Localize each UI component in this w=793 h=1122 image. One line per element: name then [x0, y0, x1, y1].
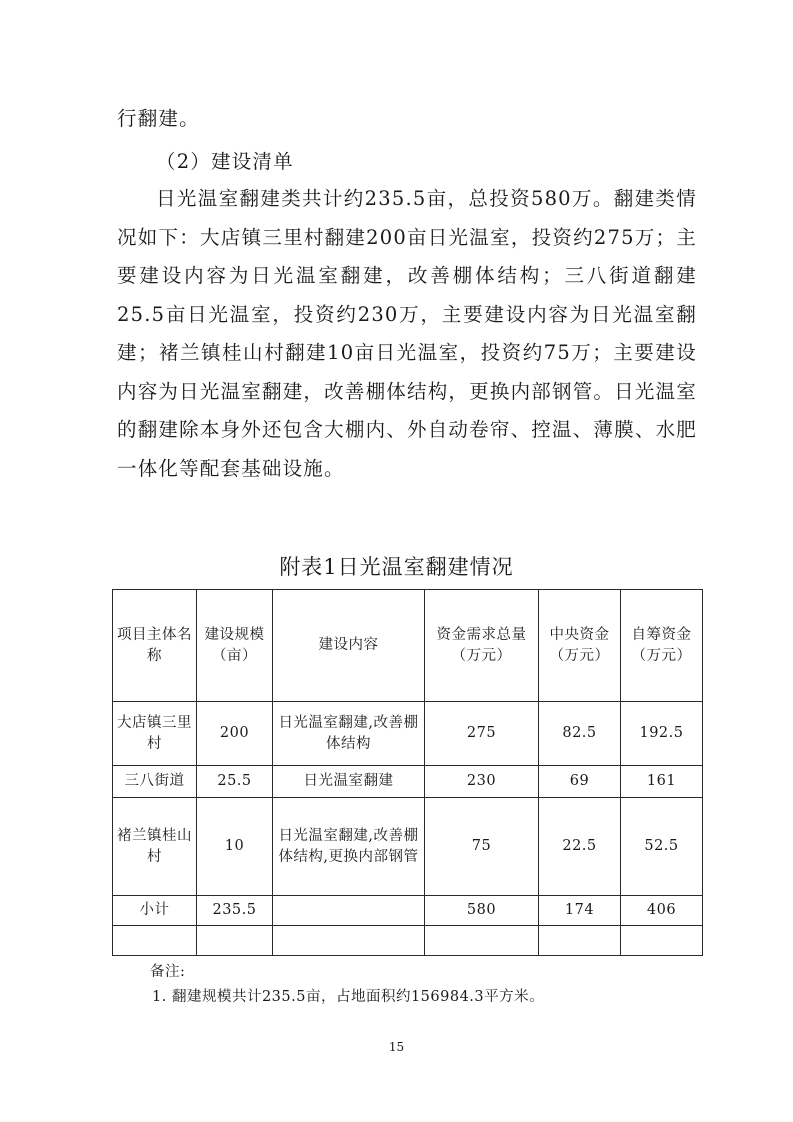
- table-header-row: [113, 590, 703, 702]
- cell-total-funds: 75: [425, 798, 539, 896]
- cell-central-funds: 82.5: [539, 702, 621, 766]
- header-content: 建设内容: [273, 590, 425, 702]
- cell-content: 日光温室翻建,改善棚体结构: [273, 702, 425, 766]
- header-central-funds: 中央资金（万元）: [539, 590, 621, 702]
- table-notes: [150, 960, 544, 1010]
- cell-self-funds: 52.5: [621, 798, 703, 896]
- cell-content: 日光温室翻建,改善棚体结构,更换内部钢管: [273, 798, 425, 896]
- cell-scale: 200: [197, 702, 273, 766]
- cell-subtotal-label: 小计: [113, 896, 197, 926]
- paragraph-continuation: 行翻建。: [117, 107, 200, 130]
- cell-scale: 10: [197, 798, 273, 896]
- cell-empty: [621, 926, 703, 956]
- cell-self-funds: 192.5: [621, 702, 703, 766]
- cell-central-funds: 69: [539, 766, 621, 798]
- cell-content: [273, 896, 425, 926]
- cell-total-funds: 230: [425, 766, 539, 798]
- cell-total-funds: 580: [425, 896, 539, 926]
- page-number: 15: [388, 1040, 405, 1054]
- cell-central-funds: 174: [539, 896, 621, 926]
- cell-empty: [539, 926, 621, 956]
- cell-content: 日光温室翻建: [273, 766, 425, 798]
- renovation-table: [112, 589, 703, 956]
- cell-self-funds: 161: [621, 766, 703, 798]
- cell-empty: [273, 926, 425, 956]
- cell-project-name: 三八街道: [113, 766, 197, 798]
- table-row: [113, 766, 703, 798]
- body-paragraph: 日光温室翻建类共计约235.5亩，总投资580万。翻建类情况如下：大店镇三里村翻建200亩日光温室，投资约275万；主要建设内容为日光温室翻建，改善棚体结构；三八街道翻建25.5亩日光温室，投资约230万，主要建设内容为日光温室翻建；褚兰镇桂山村翻建10亩日光温室，投资约75万；主要建设内容为日光温室翻建，改善棚体结构，更换内部钢管。日光温室的翻建除本身外还包含大棚内、外自动卷帘、控温、薄膜、水肥一体化等配套基础设施。: [117, 187, 697, 480]
- table-empty-row: [113, 926, 703, 956]
- cell-self-funds: 406: [621, 896, 703, 926]
- cell-central-funds: 22.5: [539, 798, 621, 896]
- cell-total-funds: 275: [425, 702, 539, 766]
- header-total-funds: 资金需求总量（万元）: [425, 590, 539, 702]
- cell-empty: [113, 926, 197, 956]
- notes-label: 备注:: [150, 964, 186, 980]
- table-row: [113, 702, 703, 766]
- cell-project-name: 褚兰镇桂山村: [113, 798, 197, 896]
- header-scale: 建设规模（亩）: [197, 590, 273, 702]
- cell-project-name: 大店镇三里村: [113, 702, 197, 766]
- cell-empty: [197, 926, 273, 956]
- header-project-name: 项目主体名称: [113, 590, 197, 702]
- section-heading: （2）建设清单: [156, 150, 294, 173]
- cell-empty: [425, 926, 539, 956]
- table-title: 附表1日光温室翻建情况: [279, 555, 514, 579]
- note-item: 1. 翻建规模共计235.5亩，占地面积约156984.3平方米。: [152, 989, 545, 1005]
- cell-scale: 235.5: [197, 896, 273, 926]
- table-subtotal-row: [113, 896, 703, 926]
- header-self-funds: 自筹资金（万元）: [621, 590, 703, 702]
- table-row: [113, 798, 703, 896]
- cell-scale: 25.5: [197, 766, 273, 798]
